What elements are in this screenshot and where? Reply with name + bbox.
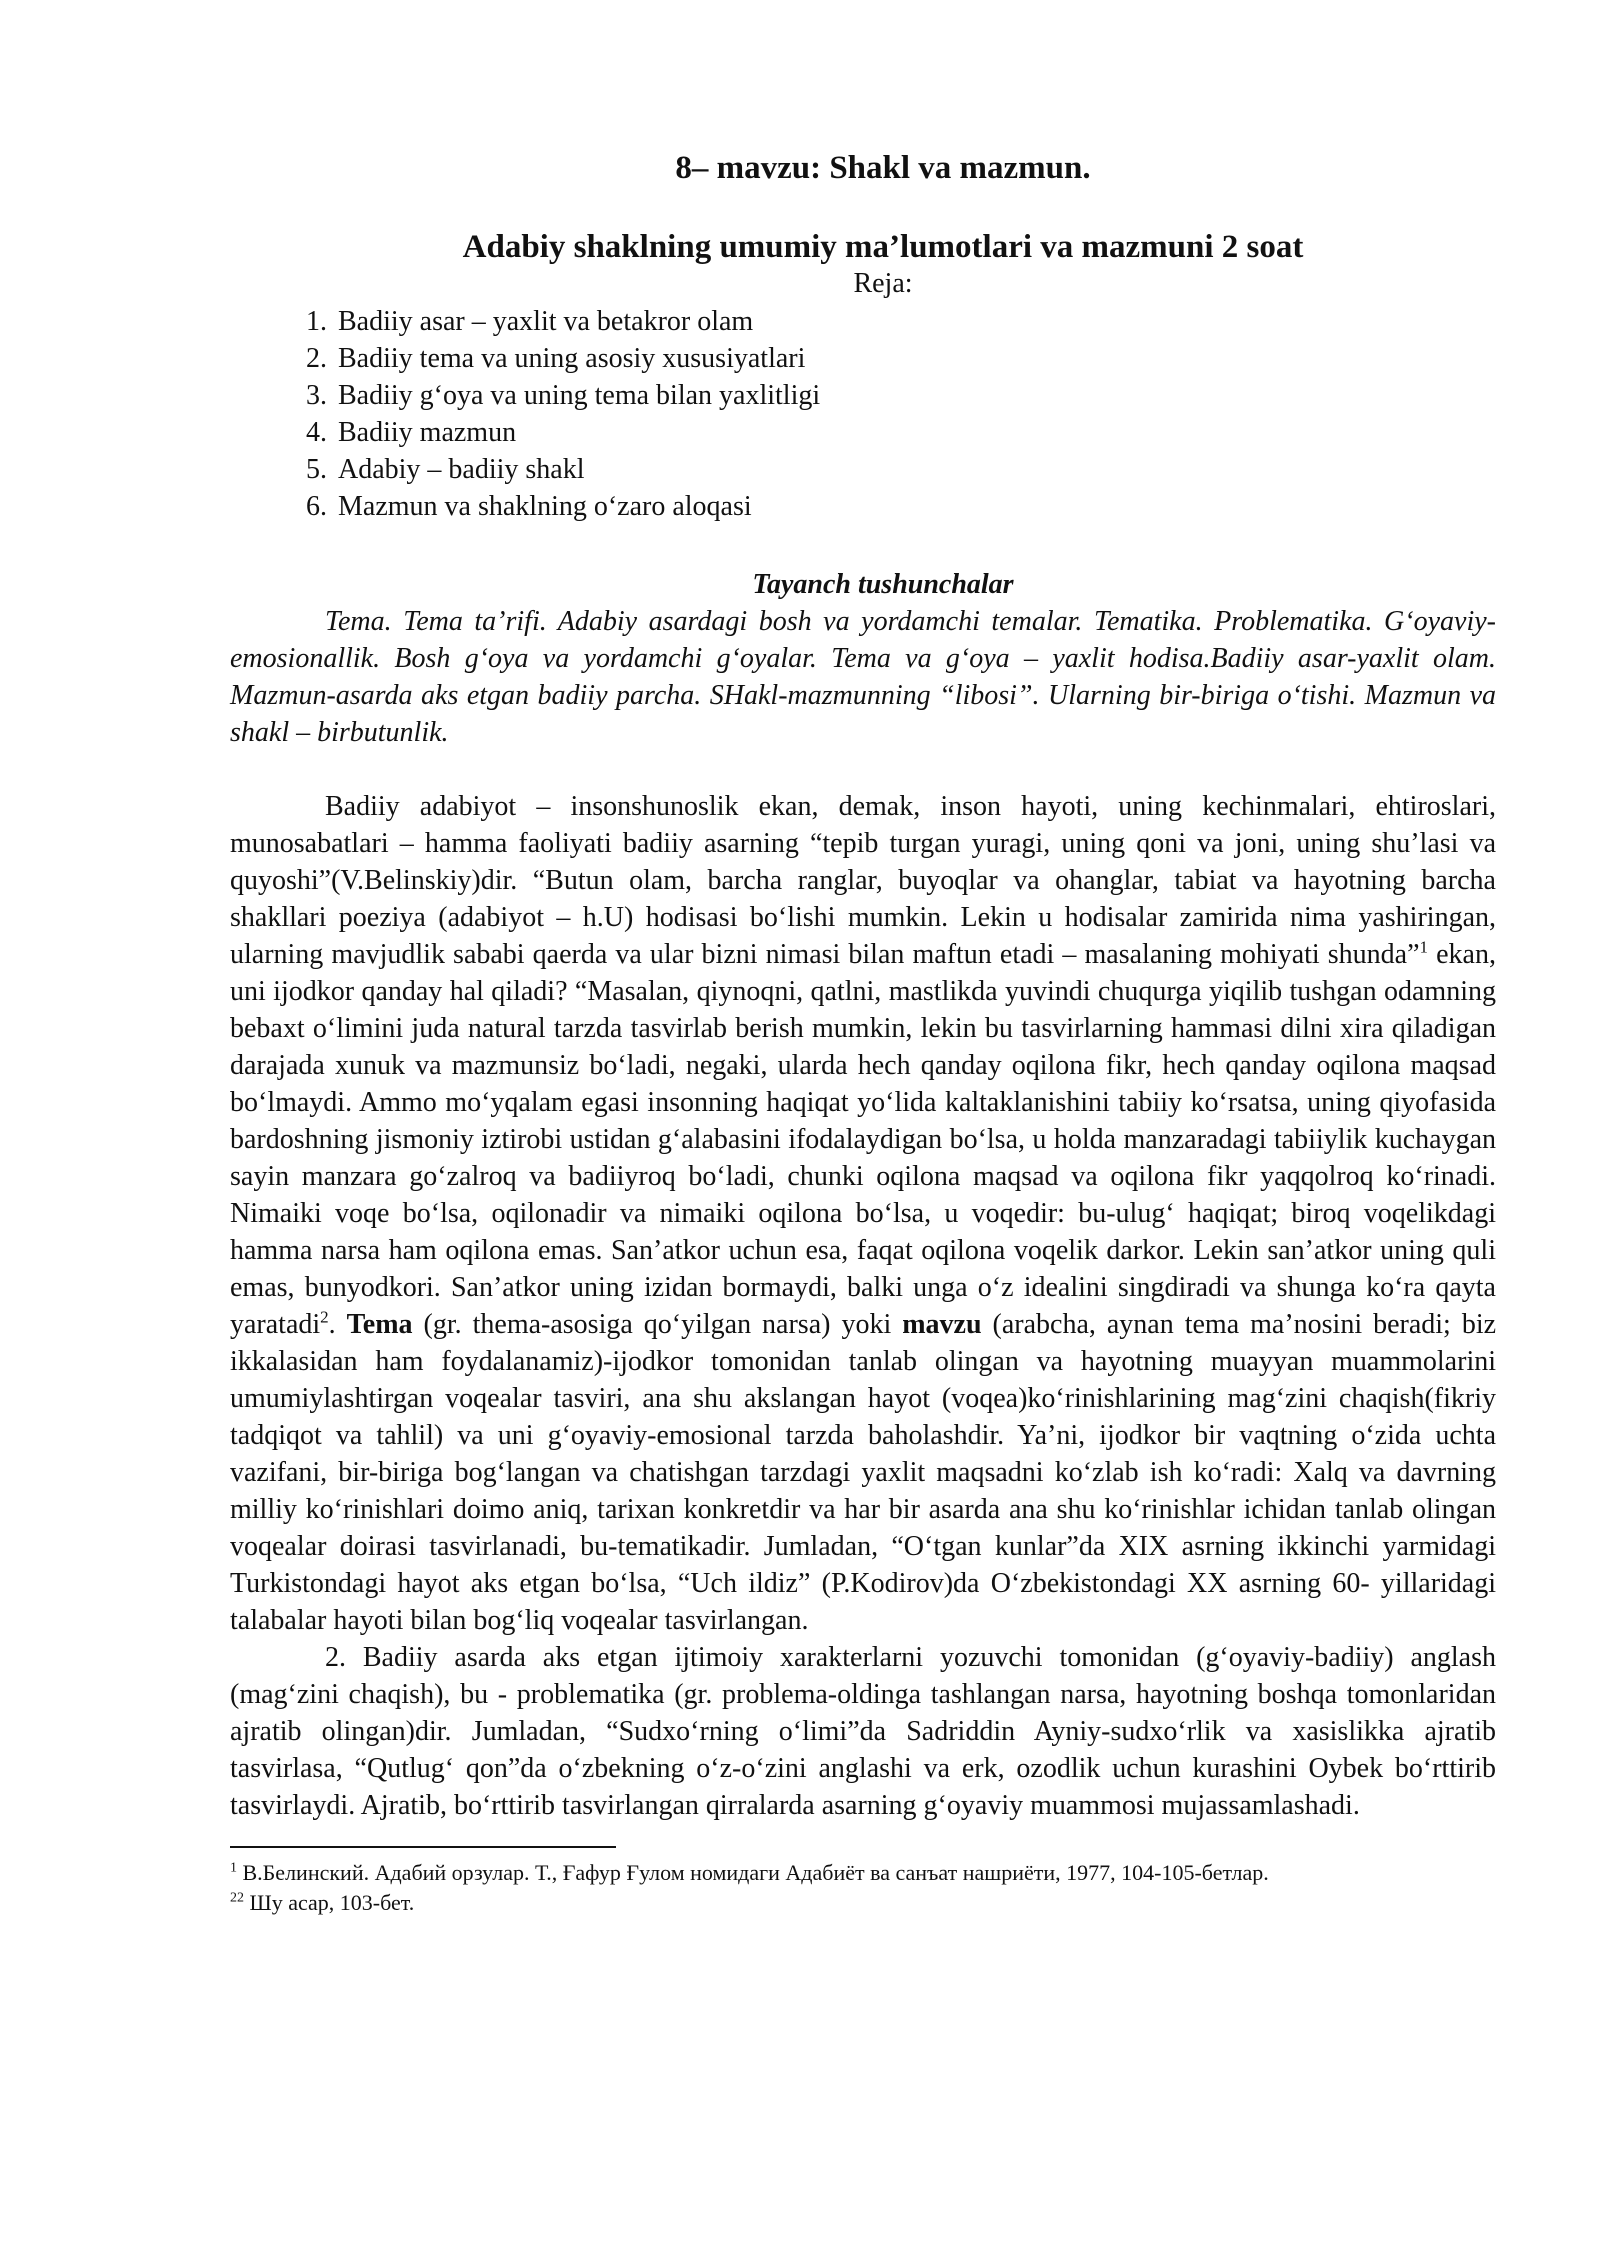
footnote-mark: 1 — [230, 1860, 237, 1876]
footnote-ref: 2 — [320, 1307, 329, 1327]
term-tema: Tema — [346, 1309, 413, 1340]
footnote-text: В.Белинский. Адабий орзулар. Т., Ғафур Ғулом номидаги Адабиёт ва санъат нашриёти, 1977, 104-105-бетлар. — [237, 1860, 1269, 1885]
text-run: (gr. thema-asosiga qo‘yilgan narsa) yoki — [412, 1309, 903, 1340]
body-paragraph — [230, 788, 1496, 1639]
footnote — [230, 1888, 1496, 1918]
plan-item: 5. Adabiy – badiiy shakl — [334, 451, 1496, 488]
footnote-ref: 1 — [1419, 937, 1429, 957]
footnote-separator — [230, 1846, 616, 1848]
plan-heading: Reja: — [853, 268, 913, 299]
key-terms-heading: Tayanch tushunchalar — [752, 569, 1014, 600]
footnote-text: Шу асар, 103-бет. — [244, 1890, 415, 1915]
footnote-mark: 22 — [230, 1890, 244, 1906]
plan-item: 1. Badiiy asar – yaxlit va betakror olam — [334, 303, 1496, 340]
page-subtitle: Adabiy shaklning umumiy ma’lumotlari va mazmuni 2 soat — [462, 229, 1304, 265]
key-terms-text: Tema. Tema ta’rifi. Adabiy asardagi bosh va yordamchi temalar. Tematika. Problematika. G‘oyaviy-emosionallik. Bosh g‘oya va yordamchi g‘oyalar. Tema va g‘oya – yaxlit hodisa.Badiiy asar-yaxlit olam. Mazmun-asarda aks etgan badiiy parcha. SHakl-mazmunning “libosi”. Ularning bir-biriga o‘tishi. Mazmun va shakl – birbutunlik. — [230, 606, 1496, 748]
body-text — [230, 788, 1496, 1824]
term-mavzu: mavzu — [902, 1309, 982, 1340]
text-run: . — [328, 1309, 347, 1340]
page-title: 8– mavzu: Shakl va mazmun. — [675, 150, 1091, 186]
footnote — [230, 1858, 1496, 1888]
text-run: Badiiy adabiyot – insonshunoslik ekan, demak, inson hayoti, uning kechinmalari, ehtiroslari, munosabatlari – hamma faoliyati badiiy asarning “tepib turgan yuragi, uning qoni va joni, uning shu’lasi va quyoshi”(V.Belinskiy)dir. “Butun olam, barcha ranglar, buyoqlar va ohanglar, tabiat va hayotning barcha shakllari poeziya (adabiyot – h.U) hodisasi bo‘lishi mumkin. Lekin u hodisalar zamirida nima yashiringan, ularning mavjudlik sababi qaerda va ular bizni nimasi bilan maftun etadi – masalaning mohiyati shunda” — [230, 791, 1496, 970]
plan-item: 4. Badiiy mazmun — [334, 414, 1496, 451]
plan-item: 3. Badiiy g‘oya va uning tema bilan yaxlitligi — [334, 377, 1496, 414]
plan-list — [230, 303, 1496, 525]
plan-item: 6. Mazmun va shaklning o‘zaro aloqasi — [334, 488, 1496, 525]
text-run: (arabcha, aynan tema ma’nosini beradi; biz ikkalasidan ham foydalanamiz)-ijodkor tomonidan tanlab olingan va hayotning muayyan muammolarini umumiylashtirgan voqealar tasviri, ana shu akslangan hayot (voqea)ko‘rinishlarining mag‘zini chaqish(fikriy tadqiqot va tahlil) va uni g‘oyaviy-emosional tarzda baholashdir. Ya’ni, ijodkor bir vaqtning o‘zida uchta vazifani, bir-biriga bog‘langan va chatishgan tarzdagi yaxlit maqsadni ko‘zlab ish ko‘radi: Xalq va davrning milliy ko‘rinishlari doimo aniq, tarixan konkretdir va har bir asarda ana shu ko‘rinishlar ichidan tanlab olingan voqealar doirasi tasvirlanadi, bu-tematikadir. Jumladan, “O‘tgan kunlar”da XIX asrning ikkinchi yarmidagi Turkistondagi hayot aks etgan bo‘lsa, “Uch ildiz” (P.Kodirov)da O‘zbekistondagi XX asrning 60- yillaridagi talabalar hayoti bilan bog‘liq voqealar tasvirlangan. — [230, 1309, 1497, 1636]
plan-item: 2. Badiiy tema va uning asosiy xususiyatlari — [334, 340, 1496, 377]
document-page — [230, 150, 1496, 1918]
text-run: ekan, uni ijodkor qanday hal qiladi? “Masalan, qiynoqni, qatlni, mastlikda yuvindi chuqurga yiqilib tushgan odamning bebaxt o‘limini juda natural tarzda tasvirlab berish mumkin, lekin bu tasvirlarning hammasi dilni xira qiladigan darajada xunuk va mazmunsiz bo‘ladi, negaki, ularda hech qanday oqilona fikr, hech qanday oqilona maqsad bo‘lmaydi. Ammo mo‘yqalam egasi insonning haqiqat yo‘lida kaltaklanishini tabiiy ko‘rsatsa, uning qiyofasida bardoshning jismoniy iztirobi ustidan g‘alabasini ifodalaydigan bo‘lsa, u holda manzaradagi tabiiylik kuchaygan sayin manzara go‘zalroq va badiiyroq bo‘ladi, chunki oqilona maqsad va oqilona fikr yaqqolroq ko‘rinadi. Nimaiki voqe bo‘lsa, oqilonadir va nimaiki oqilona bo‘lsa, u voqedir: bu-ulug‘ haqiqat; biroq voqelikdagi hamma narsa ham oqilona emas. San’atkor uchun esa, faqat oqilona voqelik darkor. Lekin san’atkor uning quli emas, bunyodkori. San’atkor uning izidan bormaydi, balki unga o‘z idealini singdiradi va shunga ko‘ra qayta yaratadi — [230, 939, 1496, 1340]
body-paragraph: 2. Badiiy asarda aks etgan ijtimoiy xarakterlarni yozuvchi tomonidan (g‘oyaviy-badiiy) anglash (mag‘zini chaqish), bu - problematika (gr. problema-oldinga tashlangan narsa, hayotning boshqa tomonlaridan ajratib olingan)dir. Jumladan, “Sudxo‘rning o‘limi”da Sadriddin Ayniy-sudxo‘rlik va xasislikka ajratib tasvirlasa, “Qutlug‘ qon”da o‘zbekning o‘z-o‘zini anglashi va erk, ozodlik uchun kurashini Oybek bo‘rttirib tasvirlaydi. Ajratib, bo‘rttirib tasvirlangan qirralarda asarning g‘oyaviy muammosi mujassamlashadi. — [230, 1642, 1496, 1821]
